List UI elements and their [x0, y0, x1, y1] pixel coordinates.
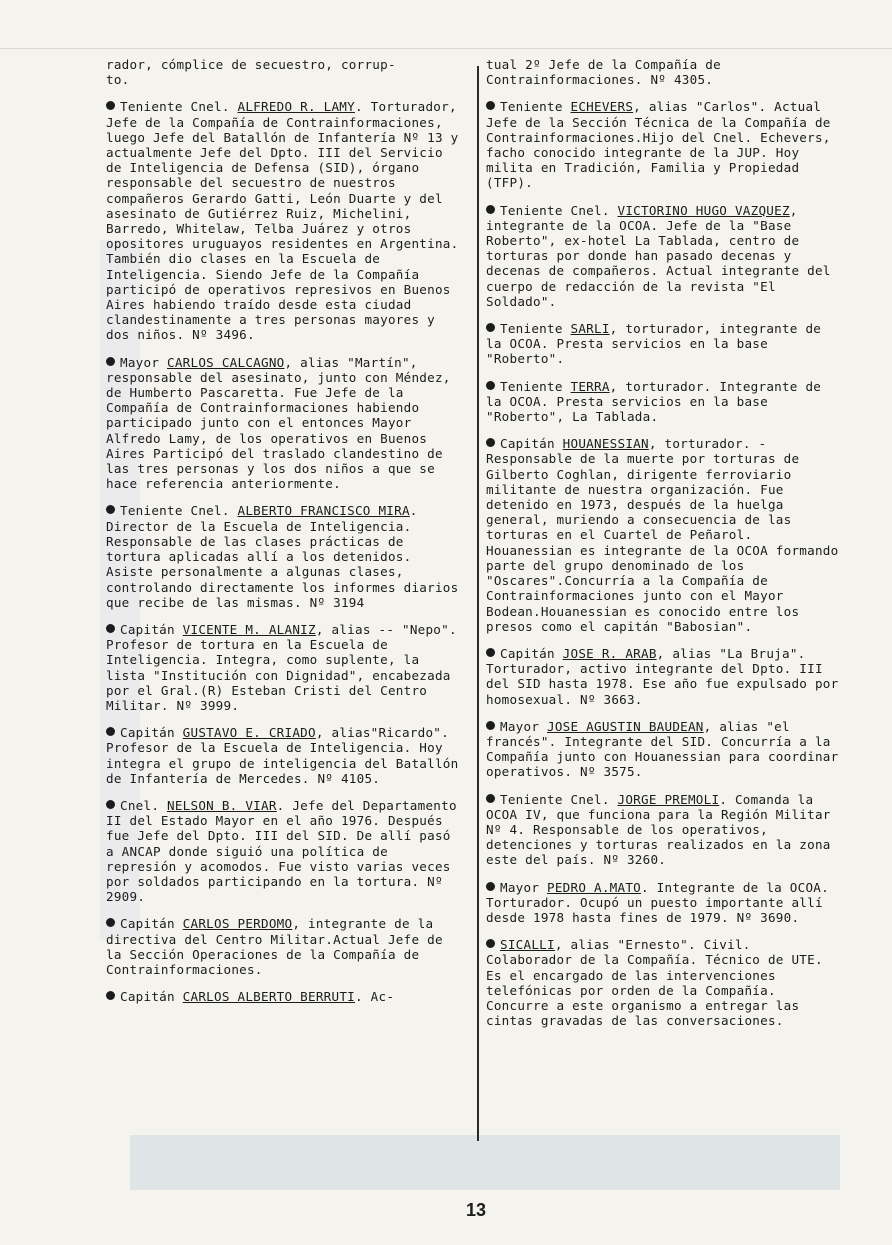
entry-paragraph	[106, 989, 464, 1004]
entry-extra-paragraph: También dio clases en la Escuela de Inteligencia. Siendo Jefe de la Compañía participó de operativos represivos en Buenos Aires habiendo traído desde esta ciudad clandestinamente a tres personas mayores y dos niños. Nº 3496.	[106, 251, 451, 343]
column-divider	[477, 66, 479, 1141]
entry-text: , alias"Ricardo". Profesor de la Escuela de Inteligencia. Hoy integra el grupo de inteligencia del Batallón de Infantería de Mercedes. Nº 4105.	[106, 725, 459, 786]
bullet-icon	[486, 205, 495, 214]
entry-role: Mayor	[120, 354, 167, 370]
entry-paragraph	[486, 203, 842, 309]
entry-text: . Ac-	[354, 989, 395, 1005]
entry-name: VICENTE M. ALANIZ	[182, 621, 316, 637]
entry	[486, 379, 842, 425]
entry-text: , alias "La Bruja". Torturador, activo integrante del Dpto. III del SID hasta 1978. Ese año fue expulsado por homosexual. Nº 3663.	[486, 645, 839, 707]
entry-name: ALFREDO R. LAMY	[237, 99, 355, 115]
entry-paragraph	[486, 880, 842, 926]
entry-role: Teniente	[500, 321, 571, 337]
entry-text: . Integrante de la OCOA. Torturador. Ocupó un puesto importante allí desde 1978 hasta fines de 1979. Nº 3690.	[486, 879, 829, 925]
bullet-icon	[106, 918, 115, 927]
bullet-icon	[106, 991, 115, 1000]
entry-role: Cnel.	[120, 797, 167, 813]
entry-paragraph	[486, 321, 842, 367]
entry-name: JOSE R. ARAB	[562, 645, 657, 661]
entry-text: . Director de la Escuela de Inteligencia. Responsable de las clases prácticas de tortura aplicadas allí a los detenidos. Asiste personalmente a algunas clases, controlando directamente los informes diarios que recibe de las mismas. Nº 3194	[106, 503, 459, 610]
entry	[486, 792, 842, 868]
bullet-icon	[486, 939, 495, 948]
bullet-icon	[486, 794, 495, 803]
entry-role: Capitán	[120, 725, 183, 741]
entry-paragraph	[486, 57, 842, 87]
entry-text: , alias "Ernesto". Civil. Colaborador de la Compañía. Técnico de UTE. Es el encargado de las intervenciones telefónicas por orden de la Compañía. Concurre a este organismo a entregar las cintas gravadas de las conversaciones.	[486, 937, 823, 1029]
entry	[486, 321, 842, 367]
entry-name: SARLI	[570, 321, 610, 337]
entry	[486, 99, 842, 190]
entry-name: JORGE PREMOLI	[617, 791, 720, 807]
continued-text: to.	[106, 72, 130, 88]
entry	[486, 57, 842, 87]
entry-paragraph	[106, 99, 464, 251]
entry-role: Teniente	[500, 378, 571, 394]
entry-name: JOSE AGUSTIN BAUDEAN	[547, 718, 704, 734]
bullet-icon	[106, 800, 115, 809]
entry-text: . Jefe del Departamento II del Estado Mayor en el año 1976. Después fue Jefe del Dpto. III del SID. De allí pasó a ANCAP donde siguió una política de represión y acomodos. Fue visto varias veces por soldados participando en la tortura. Nº 2909.	[106, 797, 457, 905]
entry	[106, 99, 464, 342]
entry-name: CARLOS CALCAGNO	[167, 354, 285, 370]
bullet-icon	[486, 648, 495, 657]
entry-role: Teniente Cnel.	[120, 503, 238, 519]
entry-role: Teniente Cnel.	[120, 99, 238, 115]
entry-name: VICTORINO HUGO VAZQUEZ	[617, 202, 790, 218]
bullet-icon	[106, 624, 115, 633]
entry-text: , alias "Carlos". Actual Jefe de la Sección Técnica de la Compañía de Contrainformaciones.Hijo del Cnel. Echevers, facho conocido integrante de la JUP. Hoy milita en Tradición, Familia y Propiedad (TFP).	[486, 99, 831, 191]
entry-paragraph	[486, 646, 842, 707]
right-column	[486, 57, 842, 1040]
entry-role: Capitán	[120, 989, 183, 1005]
entry	[486, 203, 842, 309]
entry	[106, 916, 464, 977]
entry	[486, 880, 842, 926]
entry-role: Capitán	[500, 645, 563, 661]
bullet-icon	[486, 438, 495, 447]
entry	[486, 646, 842, 707]
entry-paragraph	[486, 436, 842, 634]
bullet-icon	[106, 727, 115, 736]
page-number: 13	[466, 1200, 487, 1220]
bullet-icon	[106, 357, 115, 366]
left-column	[106, 57, 464, 1016]
continued-text: rador, cómplice de secuestro, corrup-	[106, 57, 396, 72]
entry-name: SICALLI	[500, 937, 555, 953]
entry-role: Capitán	[120, 621, 183, 637]
entry-role: Capitán	[500, 436, 563, 452]
entry-text: , alias -- "Nepo". Profesor de tortura en la Escuela de Inteligencia. Integra, como suplente, la lista "Institución con Dignidad", encabezada por el Gral.(R) Esteban Cristi del Centro Militar. Nº 3999.	[106, 621, 457, 713]
entry-name: CARLOS PERDOMO	[182, 916, 293, 932]
entry	[106, 503, 464, 609]
entry	[106, 355, 464, 492]
bullet-icon	[486, 721, 495, 730]
entry	[486, 719, 842, 780]
entry-text: , torturador. Integrante de la OCOA. Presta servicios en la base "Roberto", La Tablada.	[486, 378, 822, 425]
bullet-icon	[106, 101, 115, 110]
bullet-icon	[486, 882, 495, 891]
entry-name: ALBERTO FRANCISCO MIRA	[237, 503, 410, 519]
entry-paragraph	[106, 57, 464, 87]
entry	[486, 436, 842, 634]
top-rule	[0, 48, 892, 49]
entry-text: , torturador. - Responsable de la muerte por torturas de Gilberto Coghlan, dirigente ferroviario militante de nuestra organización. Fue detenido en 1973, después de la huelga general, muriendo a consecuencia de las torturas en el Cuartel de Peñarol. Houanessian es integrante de la OCOA formando parte del grupo denominado de los "Oscares".Concurría a la Compañía de Contrainformaciones junto con el Mayor Bodean.Houanessian es conocido entre los presos como el capitán "Babosian".	[486, 436, 839, 634]
entry-paragraph	[486, 792, 842, 868]
entry-name: PEDRO A.MATO	[547, 879, 641, 895]
entry-text: . Comanda la OCOA IV, que funciona para la Región Militar Nº 4. Responsable de los operativos, detenciones y torturas realizados en la zona este del país. Nº 3260.	[486, 791, 831, 868]
entry-role: Capitán	[120, 916, 183, 932]
entry-role: Teniente Cnel.	[500, 202, 618, 218]
entry-role: Teniente	[500, 99, 571, 115]
entry	[106, 57, 464, 87]
entry	[106, 989, 464, 1004]
entry-paragraph	[106, 622, 464, 713]
entry-paragraph	[106, 355, 464, 492]
entry-name: GUSTAVO E. CRIADO	[182, 725, 316, 741]
bullet-icon	[486, 323, 495, 332]
entry-role: Mayor	[500, 879, 547, 895]
entry-text: . Torturador, Jefe de la Compañía de Contrainformaciones, luego Jefe del Batallón de Infantería Nº 13 y actualmente Jefe del Dpto. III del Servicio de Inteligencia de Defensa (SID), órgano responsable del secuestro de nuestros compañeros Gerardo Gatti, León Duarte y del asesinato de Gutiérrez Ruiz, Michelini, Barredo, Whitelaw, Telba Juárez y otros opositores uruguayos residentes en Argentina.	[106, 99, 459, 252]
bullet-icon	[106, 505, 115, 514]
entry-paragraph	[106, 725, 464, 786]
entry-name: ECHEVERS	[570, 99, 634, 115]
entry-paragraph	[486, 719, 842, 780]
entry-name: CARLOS ALBERTO BERRUTI	[182, 989, 355, 1005]
entry	[106, 622, 464, 713]
entry-text: , torturador, integrante de la OCOA. Presta servicios en la base "Roberto".	[486, 321, 822, 367]
entry	[106, 798, 464, 904]
entry	[486, 937, 842, 1028]
continued-text: tual 2º Jefe de la Compañía de Contrainformaciones. Nº 4305.	[486, 57, 721, 88]
entry-name: NELSON B. VIAR	[167, 797, 277, 813]
entry-text: , integrante de la OCOA. Jefe de la "Base Roberto", ex-hotel La Tablada, centro de torturas por donde han pasado decenas y decenas de compañeros. Actual integrante del cuerpo de redacción de la revista "El Soldado".	[486, 202, 831, 309]
entry-role: Mayor	[500, 718, 547, 734]
print-shadow-bottom	[130, 1135, 840, 1190]
entry-text: , alias "Martín", responsable del asesinato, junto con Méndez, de Humberto Pascaretta. Fue Jefe de la Compañía de Contrainformaciones habiendo participado junto con el entonces Mayor Alfredo Lamy, de los operativos en Buenos Aires Participó del traslado clandestino de las tres personas y los dos niños a que se hace referencia anteriormente.	[106, 354, 451, 492]
entry	[106, 725, 464, 786]
entry-text: , alias "el francés". Integrante del SID. Concurría a la Compañía junto con Houanessian para coordinar operativos. Nº 3575.	[486, 718, 839, 780]
bullet-icon	[486, 101, 495, 110]
entry-paragraph	[106, 916, 464, 977]
entry-role: Teniente Cnel.	[500, 791, 618, 807]
entry-paragraph	[486, 379, 842, 425]
entry-paragraph	[486, 937, 842, 1028]
entry-name: HOUANESSIAN	[562, 436, 649, 452]
entry-text: , integrante de la directiva del Centro Militar.Actual Jefe de la Sección Operaciones de la Compañía de Contrainformaciones.	[106, 916, 443, 977]
bullet-icon	[486, 381, 495, 390]
entry-paragraph	[106, 798, 464, 904]
entry-paragraph	[106, 503, 464, 609]
entry-paragraph	[486, 99, 842, 190]
entry-name: TERRA	[570, 378, 610, 394]
